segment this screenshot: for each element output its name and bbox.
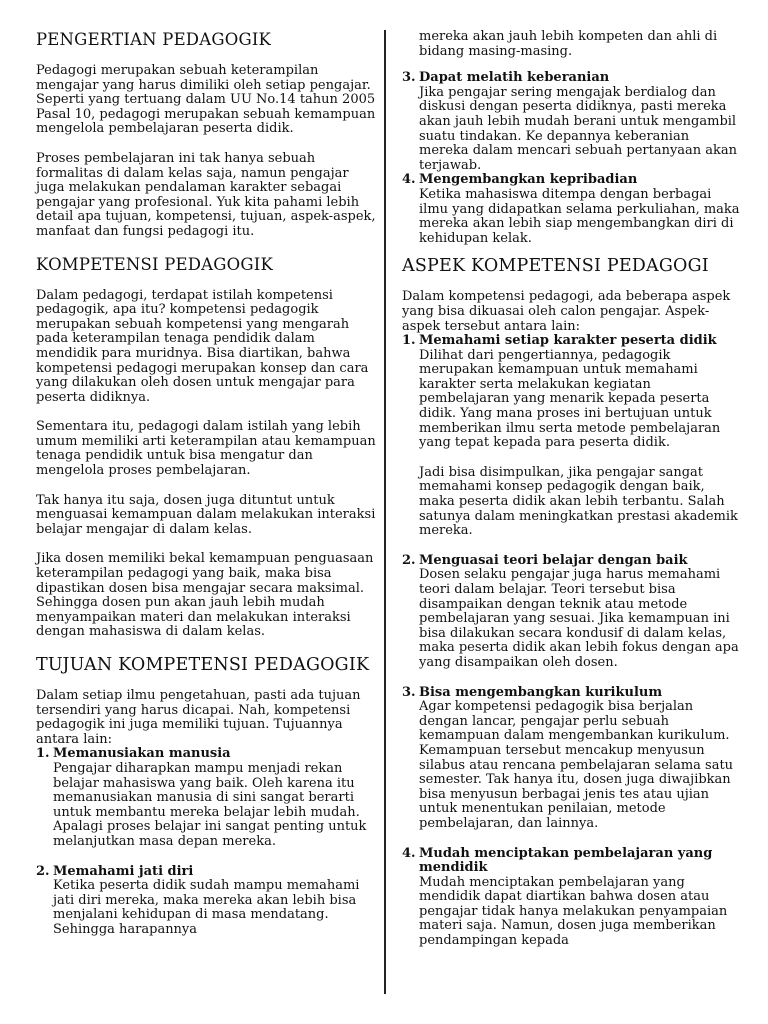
list-item-title-cont: mendidik [419, 860, 488, 876]
list-number: 4. [402, 845, 416, 861]
list-item-title: Memahami setiap karakter peserta didik [419, 333, 717, 349]
paragraph: Dalam pedagogi, terdapat istilah kompetensi pedagogik, apa itu? kompetensi pedagogik merupakan sebuah kompetensi yang mengarah pada keterampilan tenaga pendidik dalam mendidik para muridnya. Bisa diartikan, bahwa kompetensi pedagogi merupakan konsep dan cara yang dilakukan oleh dosen untuk mengajar para peserta didiknya. [36, 287, 369, 405]
list-item-title: Mengembangkan kepribadian [419, 172, 638, 188]
paragraph: Tak hanya itu saja, dosen juga dituntut untuk menguasai kemampuan dalam melakukan interaksi belajar mengajar di dalam kelas. [36, 492, 376, 537]
list-item [402, 173, 742, 246]
list-item-title: Dapat melatih keberanian [419, 70, 610, 86]
heading-pengertian: PENGERTIAN PEDAGOGIK [36, 30, 272, 49]
list-item-body: Jika pengajar sering mengajak berdialog dan diskusi dengan peserta didiknya, pasti mereka akan jauh lebih mudah berani untuk mengambil suatu tindakan. Ke depannya keberanian mereka dalam mencari sebuah pertanyaan akan terjawab. [419, 84, 738, 173]
list-item [36, 865, 376, 938]
continued-text: mereka akan jauh lebih kompeten dan ahli di bidang masing-masing. [419, 29, 718, 59]
list-item-body: Dosen selaku pengajar juga harus memahami teori dalam belajar. Teori tersebut bisa disampaikan dengan teknik atau metode pembelajaran yang sesuai. Jika kemampuan ini bisa dilakukan secara kondusif di dalam kelas, maka peserta didik akan lebih fokus dengan apa yang disampaikan oleh dosen. [419, 567, 739, 670]
heading-tujuan: TUJUAN KOMPETENSI PEDAGOGIK [36, 655, 370, 675]
list-item-title: Memanusiakan manusia [53, 746, 231, 762]
list-item-body: Ketika peserta didik sudah mampu memahami jati diri mereka, maka mereka akan lebih bisa menjalani kehidupan di masa mendatang. Sehingga harapannya [53, 878, 360, 937]
list-number: 3. [402, 684, 416, 700]
list-item-body: Pengajar diharapkan mampu menjadi rekan belajar mahasiswa yang baik. Oleh karena itu memanusiakan manusia di sini sangat berarti untuk membantu mereka belajar lebih mudah. Apalagi proses belajar ini sangat penting untuk melanjutkan masa depan mereka. [53, 760, 367, 849]
left-column [36, 30, 376, 938]
list-number: 2. [402, 552, 416, 568]
paragraph: Proses pembelajaran ini tak hanya sebuah formalitas di dalam kelas saja, namun pengajar juga melakukan pendalaman karakter sebagai pengajar yang profesional. Yuk kita pahami lebih detail apa tujuan, kompetensi, tujuan, aspek-aspek, manfaat dan fungsi pedagogi itu. [36, 150, 376, 239]
list-item-body: Dilihat dari pengertiannya, pedagogik merupakan kemampuan untuk memahami karakter serta melakukan kegiatan pembelajaran yang menarik kepada peserta didik. Yang mana proses ini bertujuan untuk memberikan ilmu serta metode pembelajaran yang tepat kepada para peserta didik. [419, 347, 721, 451]
paragraph: Dalam kompetensi pedagogi, ada beberapa aspek yang bisa dikuasai oleh calon pengajar. Aspek-aspek tersebut antara lain: [402, 289, 731, 334]
paragraph: Jika dosen memiliki bekal kemampuan penguasaan keterampilan pedagogi yang baik, maka bisa dipastikan dosen bisa mengajar secara maksimal. Sehingga dosen pun akan jauh lebih mudah menyampaikan materi dan melakukan interaksi dengan mahasiswa di dalam kelas. [36, 551, 374, 640]
list-item-body: Jadi bisa disimpulkan, jika pengajar sangat memahami konsep pedagogik dengan baik, maka peserta didik akan lebih terbantu. Salah satunya dalam meningkatkan prestasi akademik mereka. [419, 464, 738, 539]
list-item-body: Mudah menciptakan pembelajaran yang mendidik dapat diartikan bahwa dosen atau pengajar tidak hanya melakukan penyampaian materi saja. Namun, dosen juga memberikan pendampingan kepada [419, 874, 728, 949]
list-number: 3. [402, 70, 416, 86]
list-item-title: Mudah menciptakan pembelajaran yang [419, 845, 713, 861]
list-item [402, 554, 742, 671]
list-item [402, 686, 742, 832]
list-item [402, 71, 742, 173]
list-item-body: Agar kompetensi pedagogik bisa berjalan dengan lancar, pengajar perlu sebuah kemampuan dalam mengembankan kurikulum. Kemampuan tersebut mencakup menyusun silabus atau rencana pembelajaran selama satu semester. Tak hanya itu, dosen juga diwajibkan bisa menyusun berbagai jenis tes atau ujian untuk menentukan penilaian, metode pembelajaran, dan lainnya. [419, 699, 734, 831]
list-item [402, 334, 742, 539]
list-item-title: Memahami jati diri [53, 863, 194, 879]
list-number: 2. [36, 863, 50, 879]
list-number: 1. [36, 746, 50, 762]
paragraph: Dalam setiap ilmu pengetahuan, pasti ada tujuan tersendiri yang harus dicapai. Nah, kompetensi pedagogik ini juga memiliki tujuan. Tujuannya antara lain: [36, 688, 361, 747]
list-number: 1. [402, 333, 416, 349]
heading-kompetensi: KOMPETENSI PEDAGOGIK [36, 254, 274, 274]
paragraph: Sementara itu, pedagogi dalam istilah yang lebih umum memiliki arti keterampilan atau kemampuan tenaga pendidik untuk bisa mengatur dan mengelola proses pembelajaran. [36, 419, 376, 479]
list-number: 4. [402, 172, 416, 188]
list-item-title: Bisa mengembangkan kurikulum [419, 684, 663, 700]
list-item [402, 847, 742, 949]
list-item [36, 747, 376, 849]
heading-aspek: ASPEK KOMPETENSI PEDAGOGI [402, 256, 709, 277]
list-item-body: Ketika mahasiswa ditempa dengan berbagai ilmu yang didapatkan selama perkuliahan, maka mereka akan lebih siap mengembangkan diri di kehidupan kelak. [419, 186, 740, 246]
right-column [402, 30, 742, 949]
column-divider [384, 30, 386, 994]
paragraph: Pedagogi merupakan sebuah keterampilan mengajar yang harus dimiliki oleh setiap pengajar. Seperti yang tertuang dalam UU No.14 tahun 2005 Pasal 10, pedagogi merupakan sebuah kemampuan mengelola pembelajaran peserta didik. [36, 63, 376, 137]
list-item-title: Menguasai teori belajar dengan baik [419, 552, 688, 568]
